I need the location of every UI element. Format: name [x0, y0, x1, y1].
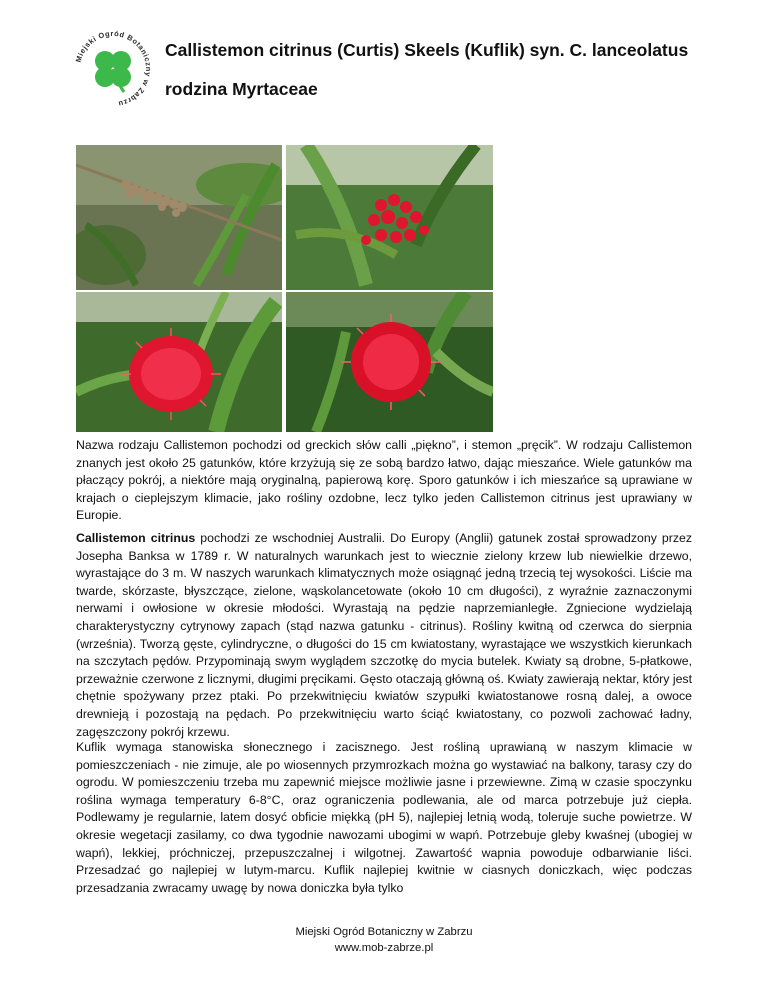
logo-ring-text: Miejski Ogród Botaniczny w Zabrzu [73, 28, 154, 109]
paragraph-description [76, 530, 692, 741]
paragraph-description-text: pochodzi ze wschodniej Australii. Do Europy (Anglii) gatunek został sprowadzony przez Josepha Banksa w 1789 r. W naturalnych warunkach jest to wiecznie zielony krzew lub niewielkie drzewo, wyrastające do 3 m. W naszych warunkach klimatycznych może osiągnąć jedną trzecią tej wysokości. Liście ma twarde, skórzaste, błyszczące, zielone, wąskolancetowate (około 10 cm długości), z wyraźnie zaznaczonymi nerwami i owłosione w okresie młodości. Wyrastają na pędzie naprzemianległe. Zgniecione wydzielają charakterystyczny cytrynowy zapach (stąd nazwa gatunku - citrinus). Rośliny kwitną od czerwca do sierpnia (września). Tworzą gęste, cylindryczne, o długości do 15 cm kwiatostany, wyrastające we wszystkich kierunkach na szczytach pędów. Przypominają swym wyglądem szczotkę do mycia butelek. Kwiaty są drobne, 5-płatkowe, przeważnie czerwone z licznymi, długimi pręcikami. Gęsto otaczają główną oś. Kwiaty zawierają nektar, który jest chętnie spożywany przez ptaki. Po przekwitnięciu kwiatów szypułki kwiatostanowe rosną dalej, a owoce drewnieją i pozostają na pędach. Po przekwitnięciu warto ściąć kwiatostany, co pozwoli zachować ładny, zagęszczony pokrój krzewu. [76, 531, 692, 739]
svg-text:Miejski Ogród Botaniczny w Zab [74, 29, 153, 109]
garden-logo [72, 28, 154, 110]
photo-flower-buds [286, 145, 493, 290]
photo-seed-capsules [76, 145, 282, 290]
photo-bottlebrush-flower-1 [76, 292, 282, 432]
plant-family: rodzina Myrtaceae [165, 79, 318, 99]
page-title: Callistemon citrinus (Curtis) Skeels (Kuflik) syn. C. lanceolatus [165, 40, 689, 60]
clover-icon [95, 51, 131, 92]
species-name: Callistemon citrinus [76, 531, 196, 545]
paragraph-etymology: Nazwa rodzaju Callistemon pochodzi od greckich słów calli „piękno”, i stemon „pręcik”. W rodzaju Callistemon znanych jest około 25 gatunków, które krzyżują się ze sobą bardzo łatwo, dając mieszańce. Wiele gatunków ma płaczący pokrój, a niektóre mają oryginalną, papierową korę. Sporo gatunków i ich mieszańce są uprawiane w krajach o cieplejszym klimacie, jako rośliny ozdobne, lecz tylko jeden Callistemon citrinus jest uprawiany w Europie. [76, 438, 692, 523]
footer-organization: Miejski Ogród Botaniczny w Zabrzu [295, 926, 473, 938]
footer-website: www.mob-zabrze.pl [334, 942, 434, 954]
paragraph-cultivation: Kuflik wymaga stanowiska słonecznego i zacisznego. Jest rośliną uprawianą w naszym klimacie w pomieszczeniach - nie zimuje, ale po wiosennych przymrozkach można go wystawiać na balkony, tarasy czy do ogrodu. W pomieszczeniu trzeba mu zapewnić miejsce możliwie jasne i przewiewne. Zimą w czasie spoczynku roślina wymaga temperatury 6-8°C, oraz ograniczenia podlewania, ale od marca potrzebuje już ciepła. Podlewamy je regularnie, latem dosyć obficie miękką (pH 5), najlepiej letnią wodą, toleruje suche powietrze. W okresie wegetacji zasilamy, co dwa tygodnie nawozami ubogimi w wapń. Potrzebuje gleby kwaśnej (ubogiej w wapń), lekkiej, próchniczej, przepuszczalnej i wilgotnej. Zawartość wapnia powoduje odbarwianie liści. Przesadzać go najlepiej w lutym-marcu. Kuflik najlepiej kwitnie w ciasnych doniczkach, więc podczas przesadzania zwracamy uwagę by nowa doniczka była tylko [76, 740, 692, 895]
photo-bottlebrush-flower-2 [286, 292, 493, 432]
